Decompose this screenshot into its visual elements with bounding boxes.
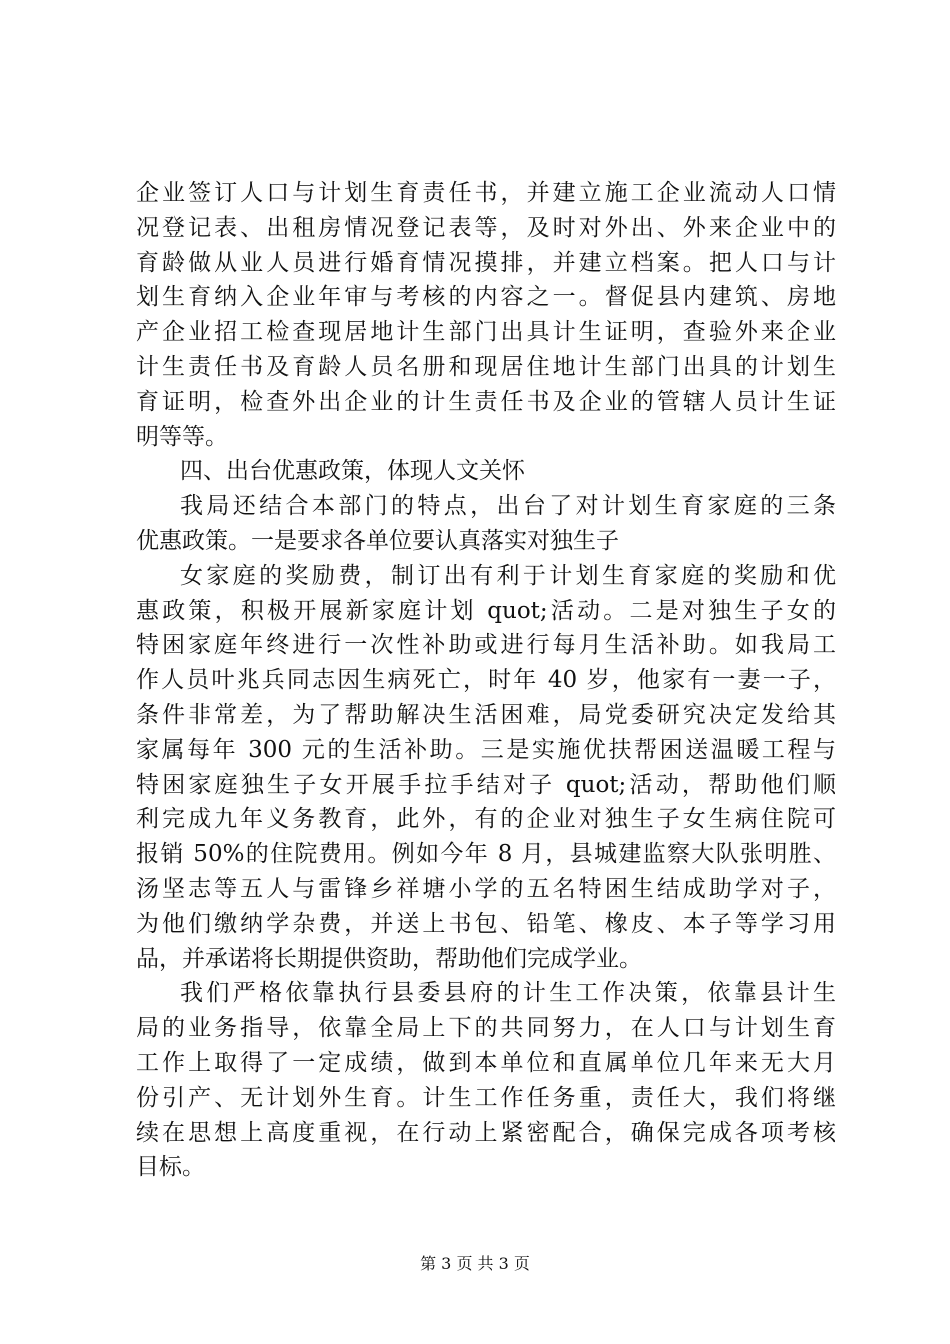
text-line: 利完成九年义务教育，此外，有的企业对独生子女生病住院可 (136, 806, 836, 833)
para-conclusion (136, 976, 836, 1185)
document-body (136, 176, 836, 1185)
text-line: 报销 50%的住院费用。例如今年 8 月，县城建监察大队张明胜、 (136, 841, 836, 868)
text-line: 况登记表、出租房情况登记表等，及时对外出、外来企业中的 (136, 214, 836, 241)
text-line: 我们严格依靠执行县委县府的计生工作决策，依靠县计生 (180, 980, 836, 1007)
para-preferential-policies-intro (136, 489, 836, 559)
para-enterprise-responsibility (136, 176, 836, 454)
page-number-label: 第 3 页 共 3 页 (420, 1254, 530, 1273)
text-line: 计生责任书及育龄人员名册和现居住地计生部门出具的计划生 (136, 353, 836, 380)
text-line: 女家庭的奖励费，制订出有利于计划生育家庭的奖励和优 (180, 562, 836, 589)
text-line: 产企业招工检查现居地计生部门出具计生证明，查验外来企业 (136, 319, 836, 346)
text-line: 为他们缴纳学杂费，并送上书包、铅笔、橡皮、本子等学习用 (136, 910, 836, 937)
text-line: 特困家庭独生子女开展手拉手结对子 quot;活动，帮助他们顺 (136, 771, 836, 798)
text-line: 企业签订人口与计划生育责任书，并建立施工企业流动人口情 (136, 180, 836, 206)
text-line: 目标。 (136, 1154, 205, 1181)
text-line: 条件非常差，为了帮助解决生活困难，局党委研究决定发给其 (136, 701, 836, 728)
page-footer (0, 1251, 950, 1274)
text-line: 作人员叶兆兵同志因生病死亡，时年 40 岁，他家有一妻一子， (136, 667, 836, 694)
text-line: 惠政策，积极开展新家庭计划 quot;活动。二是对独生子女的 (136, 597, 836, 624)
text-line: 明等等。 (136, 423, 228, 450)
section-heading: 四、出台优惠政策，体现人文关怀 (180, 458, 525, 485)
text-line: 局的业务指导，依靠全局上下的共同努力，在人口与计划生育 (136, 1015, 836, 1042)
text-line: 续在思想上高度重视，在行动上紧密配合，确保完成各项考核 (136, 1119, 836, 1146)
text-line: 划生育纳入企业年审与考核的内容之一。督促县内建筑、房地 (136, 284, 836, 311)
text-line: 品，并承诺将长期提供资助，帮助他们完成学业。 (136, 945, 642, 972)
text-line: 份引产、无计划外生育。计生工作任务重，责任大，我们将继 (136, 1084, 836, 1111)
section-heading-4 (136, 454, 836, 489)
text-line: 家属每年 300 元的生活补助。三是实施优扶帮困送温暖工程与 (136, 736, 836, 763)
text-line: 育龄做从业人员进行婚育情况摸排，并建立档案。把人口与计 (136, 249, 836, 276)
text-line: 特困家庭年终进行一次性补助或进行每月生活补助。如我局工 (136, 632, 836, 659)
text-line: 优惠政策。一是要求各单位要认真落实对独生子 (136, 527, 619, 554)
para-preferential-policies-detail (136, 559, 836, 977)
text-line: 工作上取得了一定成绩，做到本单位和直属单位几年来无大月 (136, 1049, 836, 1076)
text-line: 育证明，检查外出企业的计生责任书及企业的管辖人员计生证 (136, 388, 836, 415)
text-line: 我局还结合本部门的特点，出台了对计划生育家庭的三条 (180, 493, 836, 520)
text-line: 汤坚志等五人与雷锋乡祥塘小学的五名特困生结成助学对子， (136, 875, 836, 902)
